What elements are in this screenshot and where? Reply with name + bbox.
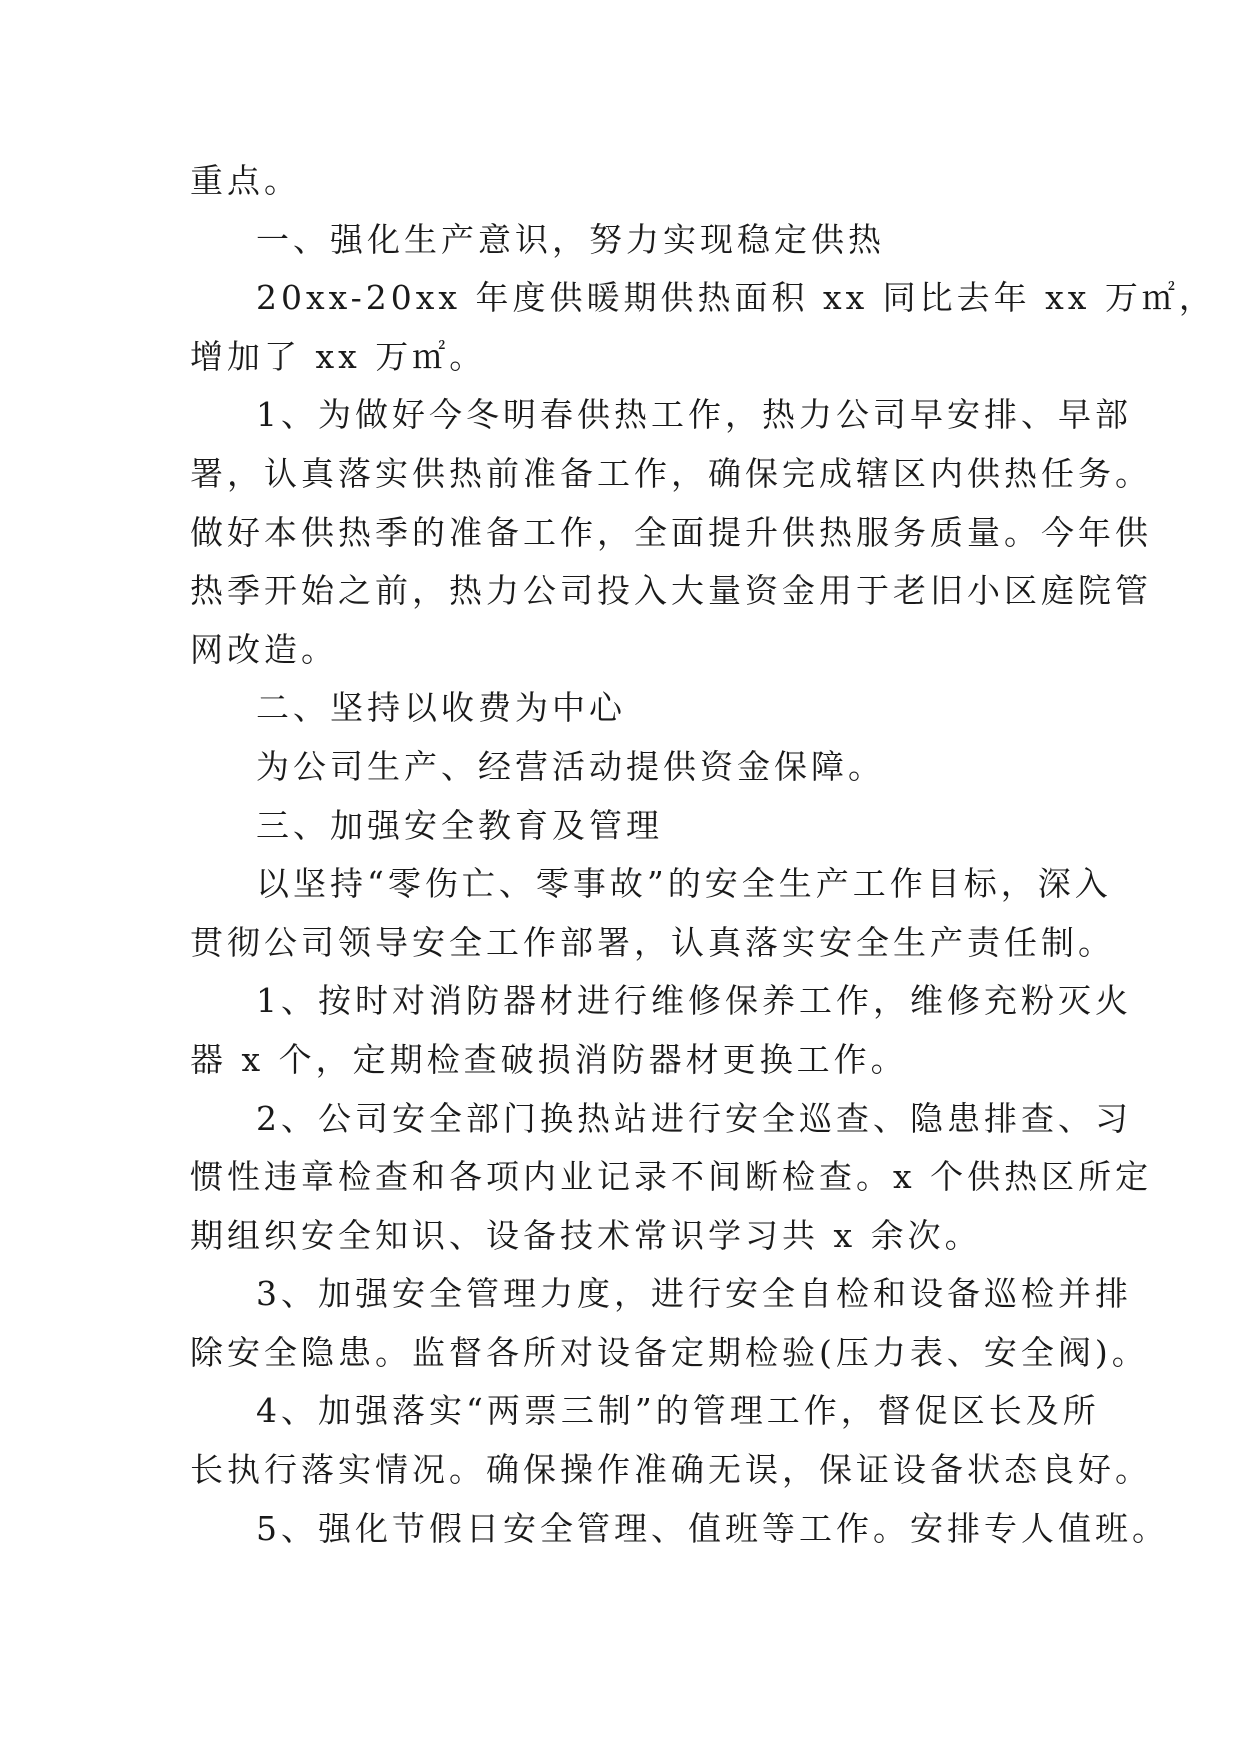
paragraph [190,855,1115,972]
paragraph [190,1265,1149,1382]
text-line: 一、强化生产意识，努力实现稳定供热 [256,219,885,259]
text-line: 二、坚持以收费为中心 [256,688,626,728]
text-line: 重点。 [190,161,301,200]
text-line: 5、强化节假日安全管理、值班等工作。安排专人值班。 [256,1508,1169,1548]
text-line: 热季开始之前，热力公司投入大量资金用于老旧小区庭院管 [190,571,1152,611]
text-line: 1、按时对消防器材进行维修保养工作，维修充粉灭火 [256,981,1132,1021]
paragraph [190,679,1070,738]
text-line: 做好本供热季的准备工作，全面提升供热服务质量。今年供 [190,512,1152,552]
paragraph [190,738,1070,797]
paragraph [190,1090,1153,1266]
paragraph [190,972,1132,1089]
text-line: 1、为做好今冬明春供热工作，热力公司早安排、早部 [256,395,1132,435]
text-line: 惯性违章检查和各项内业记录不间断检查。x 个供热区所定 [190,1157,1153,1197]
text-line: 贯彻公司领导安全工作部署，认真落实安全生产责任制。 [190,922,1115,962]
paragraph [190,386,1152,679]
text-line: 署，认真落实供热前准备工作，确保完成辖区内供热任务。 [190,453,1152,493]
text-line: 长执行落实情况。确保操作准确无误，保证设备状态良好。 [190,1450,1152,1490]
paragraph [190,797,1070,856]
text-line: 器 x 个，定期检查破损消防器材更换工作。 [190,1039,908,1079]
document-body [190,152,1216,1558]
text-line: 4、加强落实“两票三制”的管理工作，督促区长及所 [256,1391,1100,1431]
text-line: 以坚持“零伤亡、零事故”的安全生产工作目标，深入 [256,864,1112,904]
paragraph [190,152,1070,211]
paragraph [190,1500,1169,1559]
text-line: 3、加强安全管理力度，进行安全自检和设备巡检并排 [256,1274,1132,1314]
paragraph [190,1382,1152,1499]
text-line: 2、公司安全部门换热站进行安全巡查、隐患排查、习 [256,1098,1132,1138]
text-line: 20xx-20xx 年度供暖期供热面积 xx 同比去年 xx 万㎡， [256,278,1216,318]
paragraph [190,269,1216,386]
text-line: 期组织安全知识、设备技术常识学习共 x 余次。 [190,1215,982,1255]
text-line: 三、加强安全教育及管理 [256,805,663,845]
paragraph [190,211,1070,270]
text-line: 除安全隐患。监督各所对设备定期检验(压力表、安全阀)。 [190,1332,1149,1372]
text-line: 增加了 xx 万㎡。 [190,336,487,376]
text-line: 网改造。 [190,629,338,669]
text-line: 为公司生产、经营活动提供资金保障。 [256,746,885,786]
